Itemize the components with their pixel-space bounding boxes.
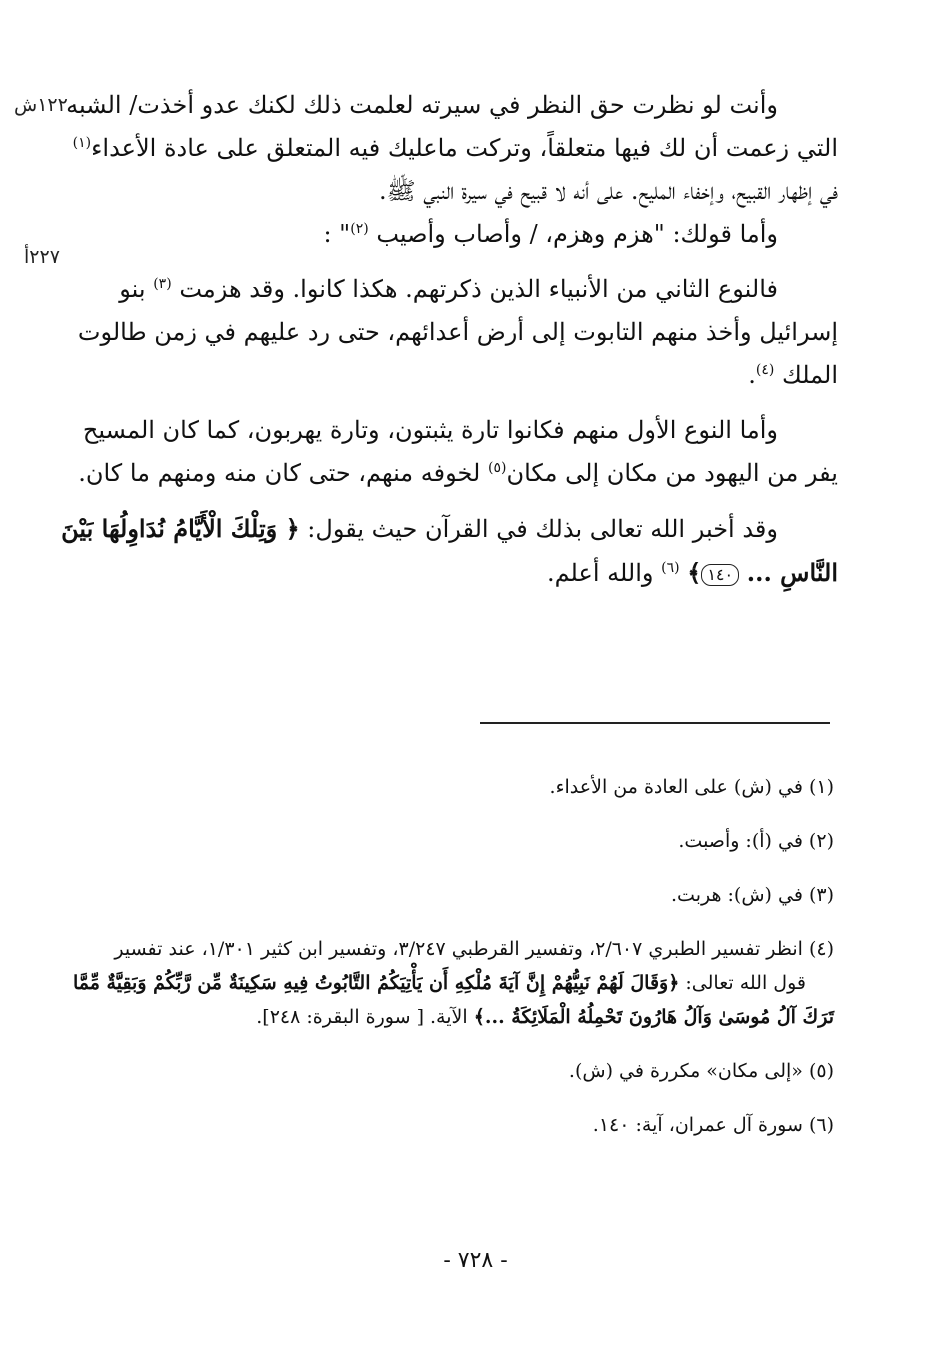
footnote-6: (٦) سورة آل عمران، آية: ١٤٠. xyxy=(592,1114,834,1136)
footnote-ref-3[interactable]: (٣) xyxy=(153,276,172,292)
p1-line-3: في إظهار القبيح، وإخفاء المليح. على أنه لا قبيح في سيرة النبي ﷺ. xyxy=(378,177,838,205)
p5-line-2 xyxy=(96,551,838,595)
footnote-ref-1[interactable]: (١) xyxy=(72,135,92,151)
footnote-4-line-2 xyxy=(72,966,834,1000)
paragraph-3 xyxy=(77,268,838,397)
footnote-4-line-2-text: قول الله تعالى: xyxy=(685,972,806,994)
margin-note-manuscript-sh: ١٢٢ش xyxy=(14,94,68,116)
p2-text-b: " : xyxy=(323,220,351,248)
p4-line-2-text-b: لخوفه منهم، حتى كان منه ومنهم ما كان. xyxy=(78,459,481,487)
p3-line-2: إسرائيل وأخذ منهم التابوت إلى أرض أعدائهم، حتى رد عليهم في زمن طالوت xyxy=(77,318,838,346)
quran-verse-1: ﴿ وَتِلْكَ الْأَيَّامُ نُدَاوِلُهَا بَيْنَ xyxy=(61,514,300,543)
quran-close-bracket: ﴾ xyxy=(687,558,702,587)
paragraph-1 xyxy=(66,84,838,213)
footnote-4-quran-2: تَرَكَ آلُ مُوسَىٰ وَآلُ هَارُونَ تَحْمِلُهُ الْمَلَائِكَةُ ...﴾ xyxy=(473,1006,834,1028)
p3-line-3 xyxy=(96,354,838,397)
p5-line-1 xyxy=(61,507,838,551)
quran-verse-1-cont: النَّاسِ ... xyxy=(746,558,838,587)
footnote-4-line-3-text: الآية. [ سورة البقرة: ٢٤٨]. xyxy=(256,1006,468,1028)
footnote-separator xyxy=(480,722,830,724)
p5-line-2-text: والله أعلم. xyxy=(546,559,654,587)
ayah-number-marker: ١٤٠ xyxy=(701,564,739,586)
margin-note-manuscript-a: ٢٢٧أ xyxy=(24,246,60,268)
page-number: - ٧٢٨ - xyxy=(443,1248,508,1273)
footnote-2: (٢) في (أ): وأصبت. xyxy=(678,830,834,852)
footnote-4-line-3 xyxy=(96,1000,834,1034)
p3-line-3-text-b: . xyxy=(748,361,756,389)
paragraph-2 xyxy=(96,213,838,256)
p3-line-1-text-a: فالنوع الثاني من الأنبياء الذين ذكرتهم. هكذا كانوا. وقد هزمت xyxy=(179,275,778,303)
p2-text-a: وأما قولك: "هزم وهزم، / وأصاب وأصيب xyxy=(376,220,778,248)
footnote-1: (١) في (ش) على العادة من الأعداء. xyxy=(549,776,834,798)
p1-line-2-text: التي زعمت أن لك فيها متعلقاً، وتركت ماعليك فيه المتعلق على عادة الأعداء xyxy=(91,134,838,162)
footnote-ref-4[interactable]: (٤) xyxy=(755,362,775,378)
p3-line-3-text-a: الملك xyxy=(781,361,838,389)
p3-line-1-text-b: بنو xyxy=(119,275,146,303)
p4-line-1: وأما النوع الأول منهم فكانوا تارة يثبتون، وتارة يهربون، كما كان المسيح xyxy=(82,416,778,444)
paragraph-5 xyxy=(61,507,838,595)
footnote-3: (٣) في (ش): هربت. xyxy=(671,884,834,906)
p3-line-1 xyxy=(96,268,838,311)
p4-line-2 xyxy=(78,452,838,495)
p1-line-1: وأنت لو نظرت حق النظر في سيرته لعلمت ذلك لكنك عدو أخذت/ الشبه xyxy=(66,91,778,119)
footnote-ref-2[interactable]: (٢) xyxy=(350,221,369,237)
footnote-4 xyxy=(72,932,834,1034)
footnotes xyxy=(72,770,834,1162)
p1-line-2 xyxy=(72,127,838,170)
p2-line-1 xyxy=(96,213,838,256)
footnote-4-quran-1: ﴿وَقَالَ لَهُمْ نَبِيُّهُمْ إِنَّ آيَةَ مُلْكِهِ أَن يَأْتِيَكُمُ التَّابُوتُ فِيهِ سَكِينَةٌ مِّن رَّبِّكُمْ وَبَقِيَّةٌ مِّمَّا xyxy=(72,972,680,994)
main-text xyxy=(61,84,838,595)
footnote-ref-6[interactable]: (٦) xyxy=(661,560,680,576)
footnote-4-line-1: (٤) انظر تفسير الطبري ٢/٦٠٧، وتفسير القرطبي ٣/٢٤٧، وتفسير ابن كثير ١/٣٠١، عند تفسير xyxy=(114,938,834,960)
footnote-5: (٥) «إلى مكان» مكررة في (ش). xyxy=(568,1060,834,1082)
p4-line-2-text-a: يفر من اليهود من مكان إلى مكان xyxy=(506,459,838,487)
paragraph-4 xyxy=(78,409,838,495)
p5-line-1-text: وقد أخبر الله تعالى بذلك في القرآن حيث يقول: xyxy=(307,515,778,543)
footnote-ref-5[interactable]: (٥) xyxy=(487,460,507,476)
